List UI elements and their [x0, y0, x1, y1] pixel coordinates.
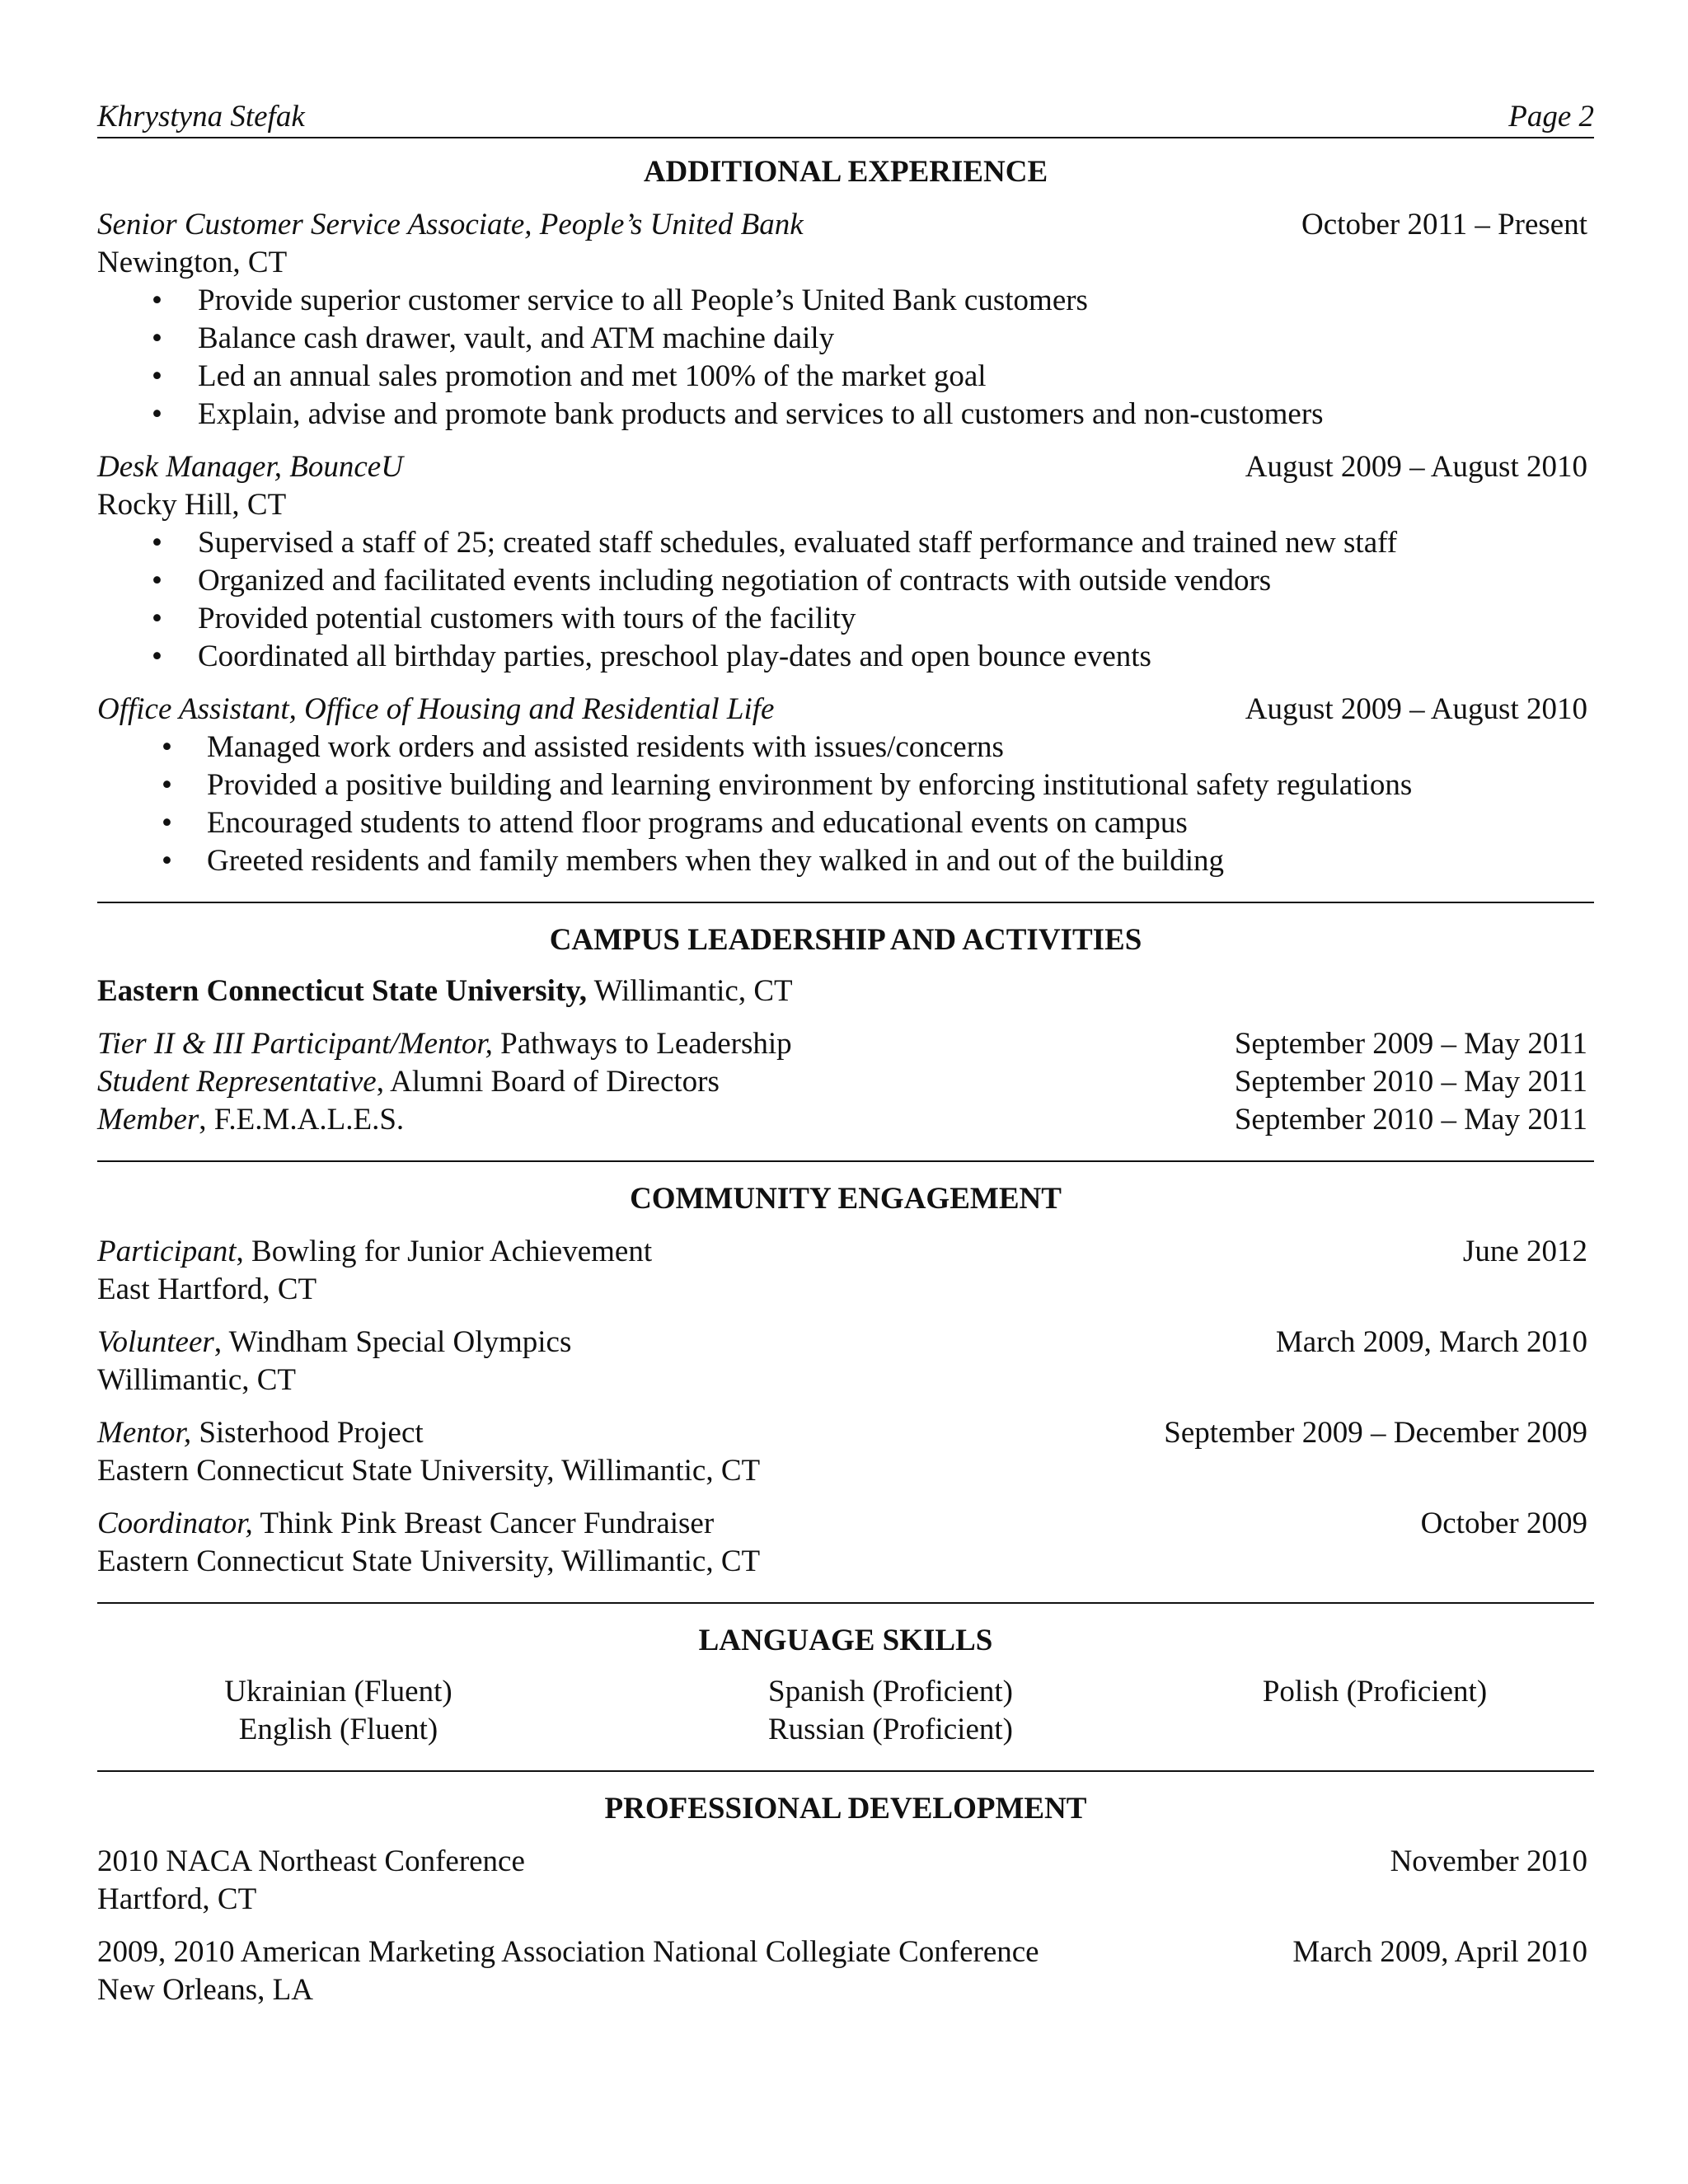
- resume-page: [97, 97, 1594, 2009]
- community-item: [97, 1505, 1594, 1581]
- bullet-item: • Greeted residents and family members when they walked in and out of the building: [97, 842, 1594, 880]
- conference-dates: November 2010: [1390, 1844, 1587, 1878]
- section-divider: [97, 902, 1594, 903]
- page-header: [97, 97, 1594, 138]
- conference-name: 2009, 2010 American Marketing Association National Collegiate Conference: [97, 1935, 1039, 1969]
- bullet-item: • Coordinated all birthday parties, preschool play-dates and open bounce events: [97, 638, 1594, 676]
- professional-item: [97, 1933, 1594, 2009]
- bullet-item: • Explain, advise and promote bank products and services to all customers and non-customers: [97, 396, 1594, 434]
- community-item: [97, 1324, 1594, 1399]
- community-location: Eastern Connecticut State University, Willimantic, CT: [97, 1454, 761, 1488]
- community-role: Volunteer: [97, 1325, 214, 1359]
- professional-item: [97, 1843, 1594, 1919]
- language-item: Ukrainian (Fluent): [224, 1675, 452, 1708]
- bullet-item: • Encouraged students to attend floor programs and educational events on campus: [97, 804, 1594, 842]
- section-title: CAMPUS LEADERSHIP AND ACTIVITIES: [549, 923, 1142, 957]
- section-divider: [97, 1770, 1594, 1772]
- community-role: Participant: [97, 1235, 237, 1268]
- community-location: Willimantic, CT: [97, 1363, 297, 1397]
- activity-dates: September 2010 – May 2011: [1234, 1065, 1587, 1099]
- header-name: Khrystyna Stefak: [97, 100, 305, 134]
- job-dates: August 2009 – August 2010: [1245, 692, 1587, 726]
- community-org: Sisterhood Project: [191, 1416, 424, 1450]
- community-org: , Windham Special Olympics: [213, 1325, 572, 1359]
- section-divider: [97, 1602, 1594, 1604]
- community-dates: October 2009: [1420, 1507, 1587, 1540]
- community-org: Think Pink Breast Cancer Fundraiser: [252, 1507, 715, 1540]
- university-line: [97, 972, 1594, 1010]
- conference-location: New Orleans, LA: [97, 1973, 313, 2007]
- professional-development-section: [97, 1790, 1594, 2009]
- section-divider: [97, 1160, 1594, 1162]
- activity-org: Pathways to Leadership: [492, 1027, 792, 1061]
- activity-role: Member: [97, 1103, 199, 1137]
- language-item: English (Fluent): [238, 1713, 438, 1746]
- section-title: COMMUNITY ENGAGEMENT: [630, 1182, 1062, 1216]
- bullet-item: • Balance cash drawer, vault, and ATM machine daily: [97, 320, 1594, 358]
- language-column: [1160, 1673, 1589, 1749]
- job-bullets: [97, 524, 1594, 676]
- bullet-item: • Organized and facilitated events including negotiation of contracts with outside vendors: [97, 562, 1594, 600]
- job-role: Office Assistant, Office of Housing and Residential Life: [97, 692, 775, 726]
- activity-dates: September 2010 – May 2011: [1234, 1103, 1587, 1137]
- section-title: PROFESSIONAL DEVELOPMENT: [604, 1792, 1087, 1825]
- job-location: Newington, CT: [97, 246, 288, 279]
- language-item: Polish (Proficient): [1262, 1675, 1488, 1708]
- job-role: Desk Manager, BounceU: [97, 450, 403, 484]
- university-name: Eastern Connecticut State University,: [97, 974, 587, 1008]
- campus-items: [97, 1025, 1594, 1139]
- language-column: [629, 1673, 1160, 1749]
- community-dates: March 2009, March 2010: [1275, 1325, 1587, 1359]
- campus-leadership-section: [97, 921, 1594, 1139]
- job-role: Senior Customer Service Associate, People’s United Bank: [97, 208, 804, 241]
- bullet-item: • Supervised a staff of 25; created staff schedules, evaluated staff performance and trained new staff: [97, 524, 1594, 562]
- section-title: ADDITIONAL EXPERIENCE: [643, 155, 1048, 189]
- activity-role: Student Representative: [97, 1065, 377, 1099]
- community-engagement-section: [97, 1180, 1594, 1581]
- community-item: [97, 1414, 1594, 1490]
- job-bullets: [97, 729, 1594, 880]
- conference-name: 2010 NACA Northeast Conference: [97, 1844, 525, 1878]
- community-dates: June 2012: [1462, 1235, 1587, 1268]
- activity-org: , Alumni Board of Directors: [376, 1065, 720, 1099]
- community-org: , Bowling for Junior Achievement: [236, 1235, 653, 1268]
- community-location: Eastern Connecticut State University, Willimantic, CT: [97, 1544, 761, 1578]
- university-location: Willimantic, CT: [587, 974, 793, 1008]
- section-title: LANGUAGE SKILLS: [698, 1624, 993, 1657]
- bullet-item: • Provided a positive building and learning environment by enforcing institutional safety regulations: [97, 766, 1594, 804]
- community-item: [97, 1233, 1594, 1309]
- activity-role: Tier II & III Participant/Mentor,: [97, 1027, 493, 1061]
- job-entry: [97, 691, 1594, 880]
- additional-experience-section: [97, 153, 1594, 880]
- job-location: Rocky Hill, CT: [97, 488, 287, 522]
- job-dates: August 2009 – August 2010: [1245, 450, 1587, 484]
- community-role: Coordinator,: [97, 1507, 253, 1540]
- language-item: Russian (Proficient): [768, 1713, 1013, 1746]
- community-location: East Hartford, CT: [97, 1272, 317, 1306]
- conference-location: Hartford, CT: [97, 1882, 257, 1916]
- language-grid: [97, 1673, 1594, 1749]
- activity-org: , F.E.M.A.L.E.S.: [199, 1103, 405, 1137]
- language-column: [97, 1673, 629, 1749]
- activity-dates: September 2009 – May 2011: [1234, 1027, 1587, 1061]
- bullet-item: • Provided potential customers with tours of the facility: [97, 600, 1594, 638]
- conference-dates: March 2009, April 2010: [1292, 1935, 1587, 1969]
- campus-item: [97, 1101, 1594, 1139]
- language-item: Spanish (Proficient): [768, 1675, 1013, 1708]
- bullet-item: • Managed work orders and assisted residents with issues/concerns: [97, 729, 1594, 766]
- campus-item: [97, 1025, 1594, 1063]
- bullet-item: • Provide superior customer service to all People’s United Bank customers: [97, 282, 1594, 320]
- community-role: Mentor,: [97, 1416, 192, 1450]
- campus-item: [97, 1063, 1594, 1101]
- language-skills-section: [97, 1622, 1594, 1749]
- job-bullets: [97, 282, 1594, 434]
- job-entry: [97, 206, 1594, 434]
- job-dates: October 2011 – Present: [1301, 208, 1587, 241]
- community-dates: September 2009 – December 2009: [1164, 1416, 1587, 1450]
- job-entry: [97, 448, 1594, 676]
- header-page-number: Page 2: [1508, 100, 1594, 134]
- bullet-item: • Led an annual sales promotion and met 100% of the market goal: [97, 358, 1594, 396]
